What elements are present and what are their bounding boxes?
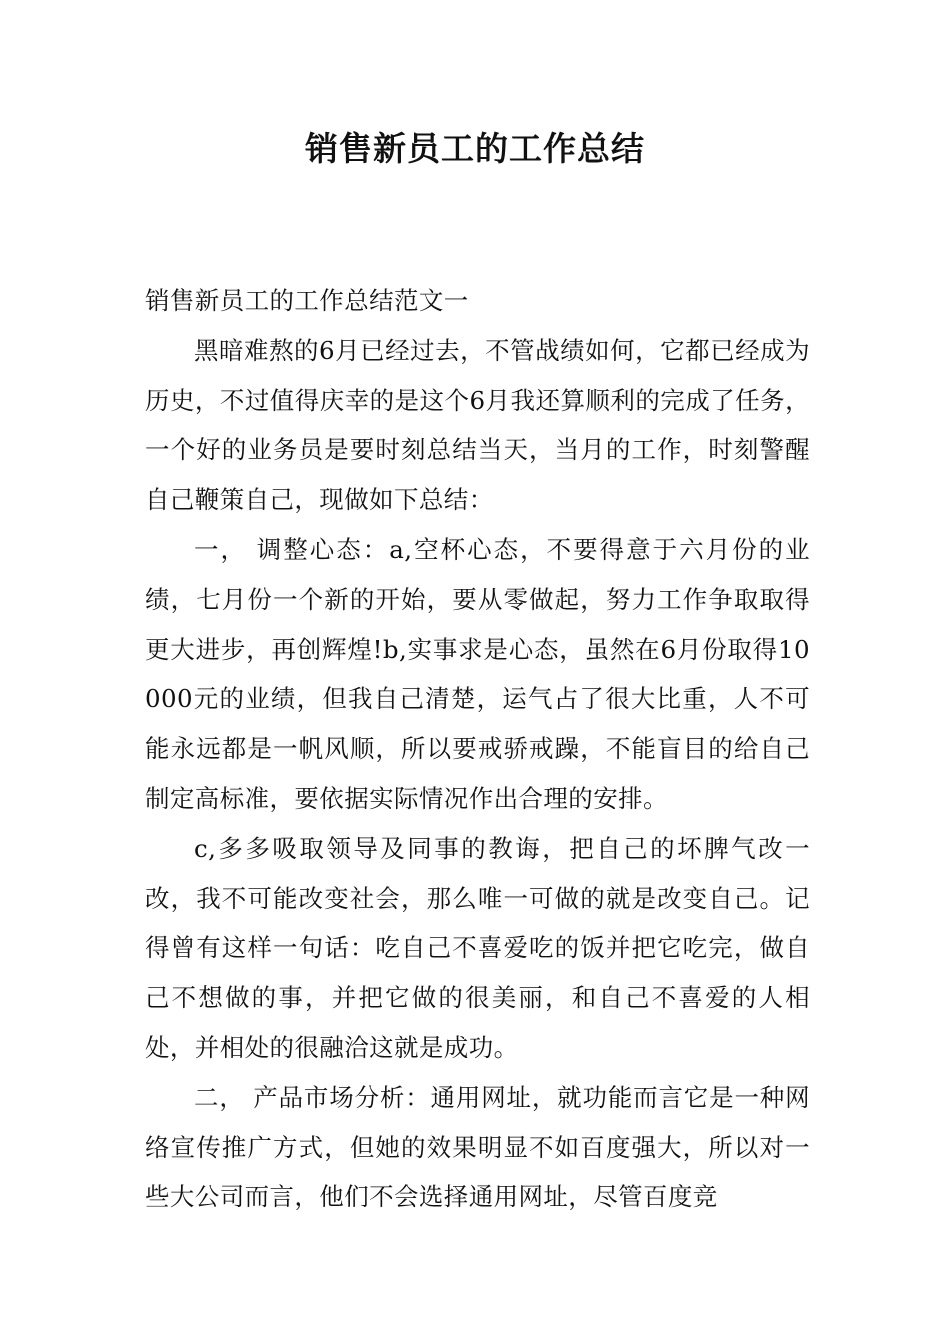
document-body — [145, 276, 810, 1222]
document-title: 销售新员工的工作总结 — [305, 129, 645, 168]
paragraph-intro: 黑暗难熬的6月已经过去，不管战绩如何，它都已经成为历史，不过值得庆幸的是这个6月我还算顺利的完成了任务，一个好的业务员是要时刻总结当天，当月的工作，时刻警醒自己鞭策自己，现做如下总结： — [145, 335, 810, 515]
paragraph-section-two: 二， 产品市场分析：通用网址，就功能而言它是一种网络宣传推广方式，但她的效果明显不如百度强大，所以对一些大公司而言，他们不会选择通用网址，尽管百度竞 — [145, 1082, 810, 1212]
document-subtitle: 销售新员工的工作总结范文一 — [145, 286, 469, 315]
paragraph-section-one: 一， 调整心态：a,空杯心态，不要得意于六月份的业绩，七月份一个新的开始，要从零做起，努力工作争取取得更大进步，再创辉煌!b,实事求是心态，虽然在6月份取得10000元的业绩，但我自己清楚，运气占了很大比重，人不可能永远都是一帆风顺，所以要戒骄戒躁，不能盲目的给自己制定高标准，要依据实际情况作出合理的安排。 — [145, 534, 810, 813]
paragraph-section-one-c: c,多多吸取领导及同事的教诲，把自己的坏脾气改一改，我不可能改变社会，那么唯一可做的就是改变自己。记得曾有这样一句话：吃自己不喜爱吃的饭并把它吃完，做自己不想做的事，并把它做的很美丽，和自己不喜爱的人相处，并相处的很融洽这就是成功。 — [145, 833, 810, 1062]
